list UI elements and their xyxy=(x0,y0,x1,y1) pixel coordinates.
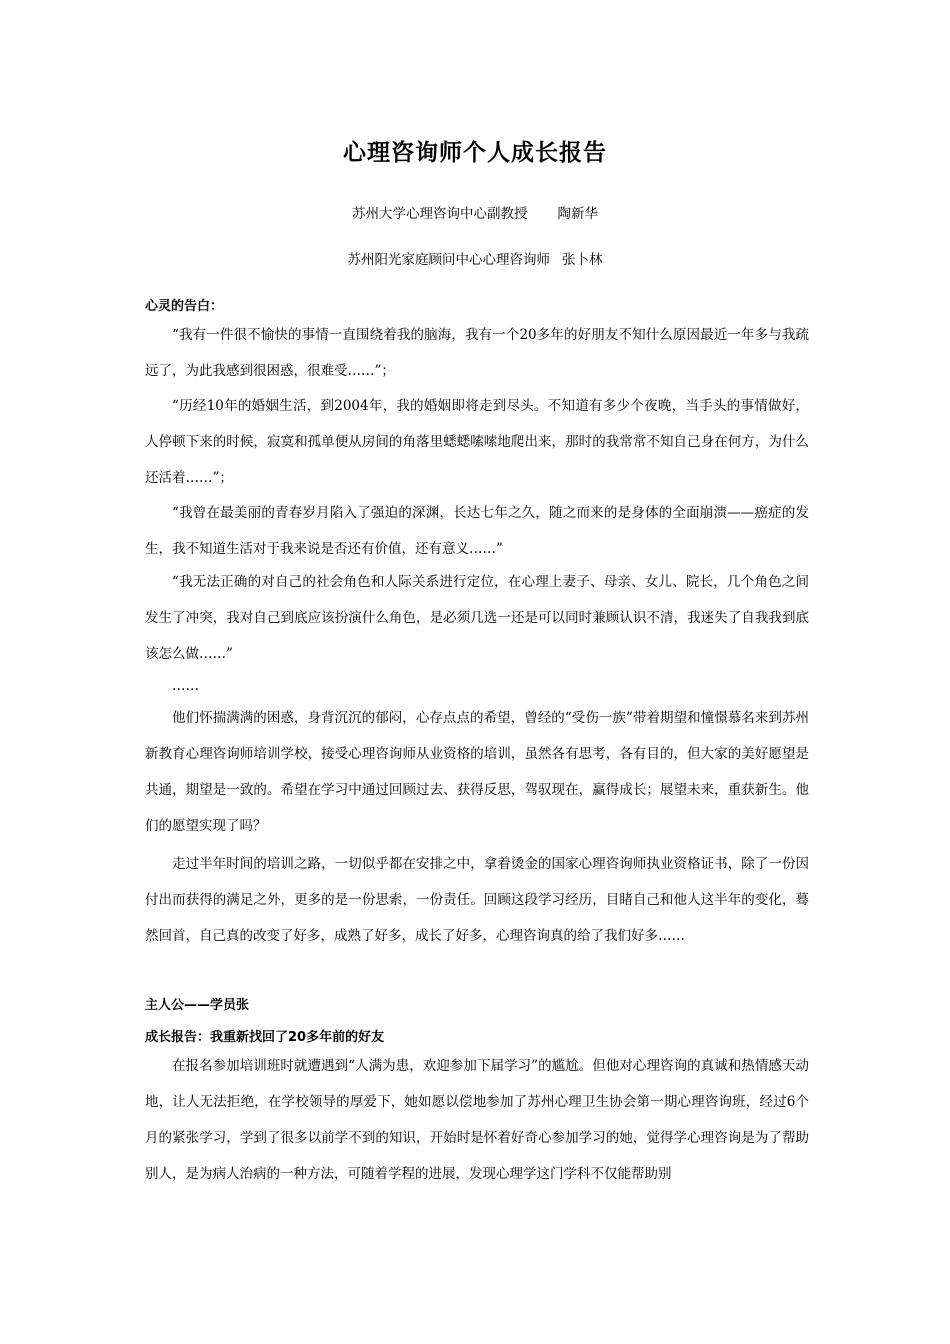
body-paragraph: 他们怀揣满满的困惑，身背沉沉的郁闷，心存点点的希望，曾经的“受伤一族”带着期望和憧憬慕名来到苏州新教育心理咨询师培训学校，接受心理咨询师从业资格的培训，虽然各有思考，各有目的，但大家的美好愿望是共通，期望是一致的。希望在学习中通过回顾过去、获得反思，驾驭现在，赢得成长；展望未来，重获新生。他们的愿望实现了吗？ xyxy=(145,710,809,834)
author-name: 张卜林 xyxy=(562,252,603,268)
section-heading-protagonist: 主人公——学员张 xyxy=(145,998,250,1013)
ellipsis: …… xyxy=(172,678,199,694)
section-subheading-report: 成长报告：我重新找回了20多年前的好友 xyxy=(145,1030,385,1045)
author-affiliation: 苏州阳光家庭顾问中心心理咨询师 xyxy=(347,252,550,268)
author-line-1 xyxy=(0,202,950,222)
author-name: 陶新华 xyxy=(557,206,598,222)
section-heading-confessions: 心灵的告白： xyxy=(145,299,224,314)
quote-paragraph: “我曾在最美丽的青春岁月陷入了强迫的深渊，长达七年之久，随之而来的是身体的全面崩溃——癌症的发生，我不知道生活对于我来说是否还有价值，还有意义……” xyxy=(145,505,809,557)
quote-paragraph: “我无法正确的对自己的社会角色和人际关系进行定位，在心理上妻子、母亲、女儿、院长，几个角色之间发生了冲突，我对自己到底应该扮演什么角色，是必须几选一还是可以同时兼顾认识不清，我迷失了自我我到底该怎么做……” xyxy=(145,574,809,662)
author-affiliation: 苏州大学心理咨询中心副教授 xyxy=(352,206,528,222)
document-title: 心理咨询师个人成长报告 xyxy=(343,140,607,166)
quote-paragraph: “历经10年的婚姻生活，到2004年，我的婚姻即将走到尽头。不知道有多少个夜晚，当手头的事情做好，人停顿下来的时候，寂寞和孤单便从房间的角落里蟋蟋嗦嗦地爬出来，那时的我常常不知自己身在何方，为什么还活着……”； xyxy=(145,398,809,486)
body-paragraph: 走过半年时间的培训之路，一切似乎都在安排之中，拿着烫金的国家心理咨询师执业资格证书，除了一份因付出而获得的满足之外，更多的是一份思索，一份责任。回顾这段学习经历，目睹自己和他人这半年的变化，蓦然回首，自己真的改变了好多，成熟了好多，成长了好多，心理咨询真的给了我们好多…… xyxy=(145,856,809,944)
quote-paragraph: “我有一件很不愉快的事情一直围绕着我的脑海，我有一个20多年的好朋友不知什么原因最近一年多与我疏远了，为此我感到很困惑，很难受……”； xyxy=(145,327,809,379)
author-line-2 xyxy=(0,248,950,268)
body-paragraph: 在报名参加培训班时就遭遇到“人满为患，欢迎参加下届学习”的尴尬。但他对心理咨询的真诚和热情感天动地，让人无法拒绝，在学校领导的厚爱下，她如愿以偿地参加了苏州心理卫生协会第一期心理咨询班，经过6个月的紧张学习，学到了很多以前学不到的知识，开始时是怀着好奇心参加学习的她，觉得学心理咨询是为了帮助别人，是为病人治病的一种方法，可随着学程的进展，发现心理学这门学科不仅能帮助别 xyxy=(145,1058,809,1182)
